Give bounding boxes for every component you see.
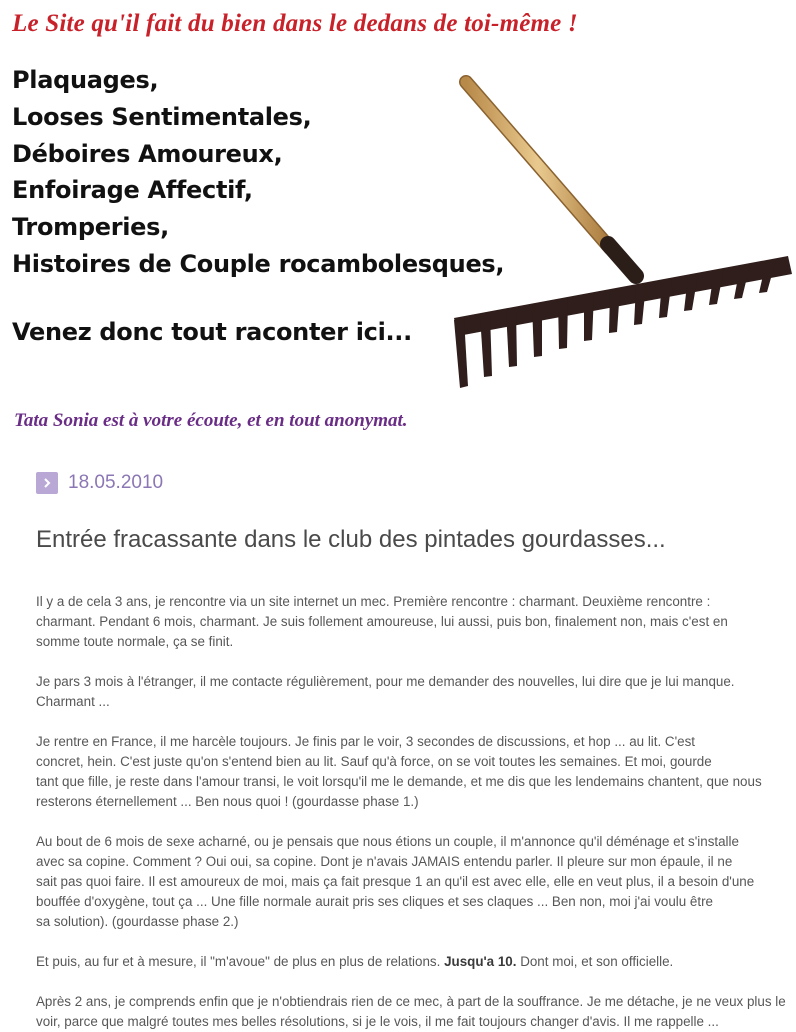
- topic-item: Plaquages,: [12, 66, 159, 94]
- topic-item: Histoires de Couple rocambolesques,: [12, 249, 505, 278]
- post-paragraph: [36, 992, 796, 1032]
- topic-item: Looses Sentimentales,: [12, 102, 312, 131]
- chevron-right-icon[interactable]: [36, 472, 58, 494]
- paragraph-line: sa solution). (gourdasse phase 2.): [36, 914, 239, 929]
- post-paragraph: [36, 952, 796, 972]
- paragraph-line: avec sa copine. Comment ? Oui oui, sa copine. Dont je n'avais JAMAIS entendu parler. Il pleure sur mon épaule, il ne: [36, 854, 733, 869]
- paragraph-line: charmant. Pendant 6 mois, charmant. Je suis follement amoureuse, lui aussi, puis bon, finalement non, mais c'est en: [36, 614, 728, 629]
- paragraph-line: Je pars 3 mois à l'étranger, il me contacte régulièrement, pour me demander des nouvelles, lui dire que je lui manque.: [36, 674, 735, 689]
- post-paragraph: [36, 832, 796, 932]
- topic-item: Tromperies,: [12, 213, 169, 242]
- garden-rake-icon: [440, 70, 796, 400]
- post-title[interactable]: Entrée fracassante dans le club des pintades gourdasses...: [36, 526, 666, 553]
- paragraph-text: Dont moi, et son officielle.: [516, 954, 674, 969]
- post-paragraph: [36, 732, 796, 812]
- topic-item: Enfoirage Affectif,: [12, 176, 253, 205]
- paragraph-line: Charmant ...: [36, 694, 110, 709]
- paragraph-emphasis: Jusqu'a 10.: [444, 954, 517, 969]
- paragraph-line: bouffée d'oxygène, tout ça ... Une fille normale aurait pris ses cliques et ses claques ... Ben non, moi j'ai voulu être: [36, 894, 714, 909]
- paragraph-line: concret, hein. C'est juste qu'on s'entend bien au lit. Sauf qu'à force, on se voit toutes les semaines. Et moi, gourde: [36, 754, 712, 769]
- paragraph-line: somme toute normale, ça se finit.: [36, 634, 234, 649]
- paragraph-line: sait pas quoi faire. Il est amoureux de moi, mais ça fait presque 1 an qu'il est avec elle, elle en veut plus, il a besoin d'une: [36, 874, 755, 889]
- paragraph-line: Après 2 ans, je comprends enfin que je n'obtiendrais rien de ce mec, à part de la souffrance. Je me détache, je ne veux plus le: [36, 994, 786, 1009]
- paragraph-line: resterons éternellement ... Ben nous quoi ! (gourdasse phase 1.): [36, 794, 419, 809]
- post-date-row: [36, 472, 163, 494]
- site-tagline: Le Site qu'il fait du bien dans le dedans de toi-même !: [12, 10, 578, 37]
- paragraph-line: Je rentre en France, il me harcèle toujours. Je finis par le voir, 3 secondes de discussions, et hop ... au lit. C'est: [36, 734, 696, 749]
- post-paragraph: [36, 672, 796, 712]
- post-paragraph: [36, 592, 796, 652]
- call-to-action-text: Venez donc tout raconter ici...: [12, 318, 412, 346]
- paragraph-line: Au bout de 6 mois de sexe acharné, ou je pensais que nous étions un couple, il m'annonce qu'il déménage et s'installe: [36, 834, 739, 849]
- post-body: [36, 592, 796, 1032]
- anonymity-notice: Tata Sonia est à votre écoute, et en tout anonymat.: [14, 410, 408, 431]
- post-date: 18.05.2010: [68, 472, 164, 493]
- paragraph-line: voir, parce que malgré toutes mes belles résolutions, si je le vois, il me fait toujours changer d'avis. Il me rappelle ...: [36, 1014, 719, 1029]
- paragraph-text: Et puis, au fur et à mesure, il "m'avoue" de plus en plus de relations.: [36, 954, 445, 969]
- paragraph-line: Il y a de cela 3 ans, je rencontre via un site internet un mec. Première rencontre : charmant. Deuxième rencontre :: [36, 594, 711, 609]
- paragraph-line: tant que fille, je reste dans l'amour transi, le voit lorsqu'il me le demande, et me dis que les lendemains chantent, que nous: [36, 774, 762, 789]
- topic-item: Déboires Amoureux,: [12, 139, 283, 168]
- topics-list: [12, 62, 504, 283]
